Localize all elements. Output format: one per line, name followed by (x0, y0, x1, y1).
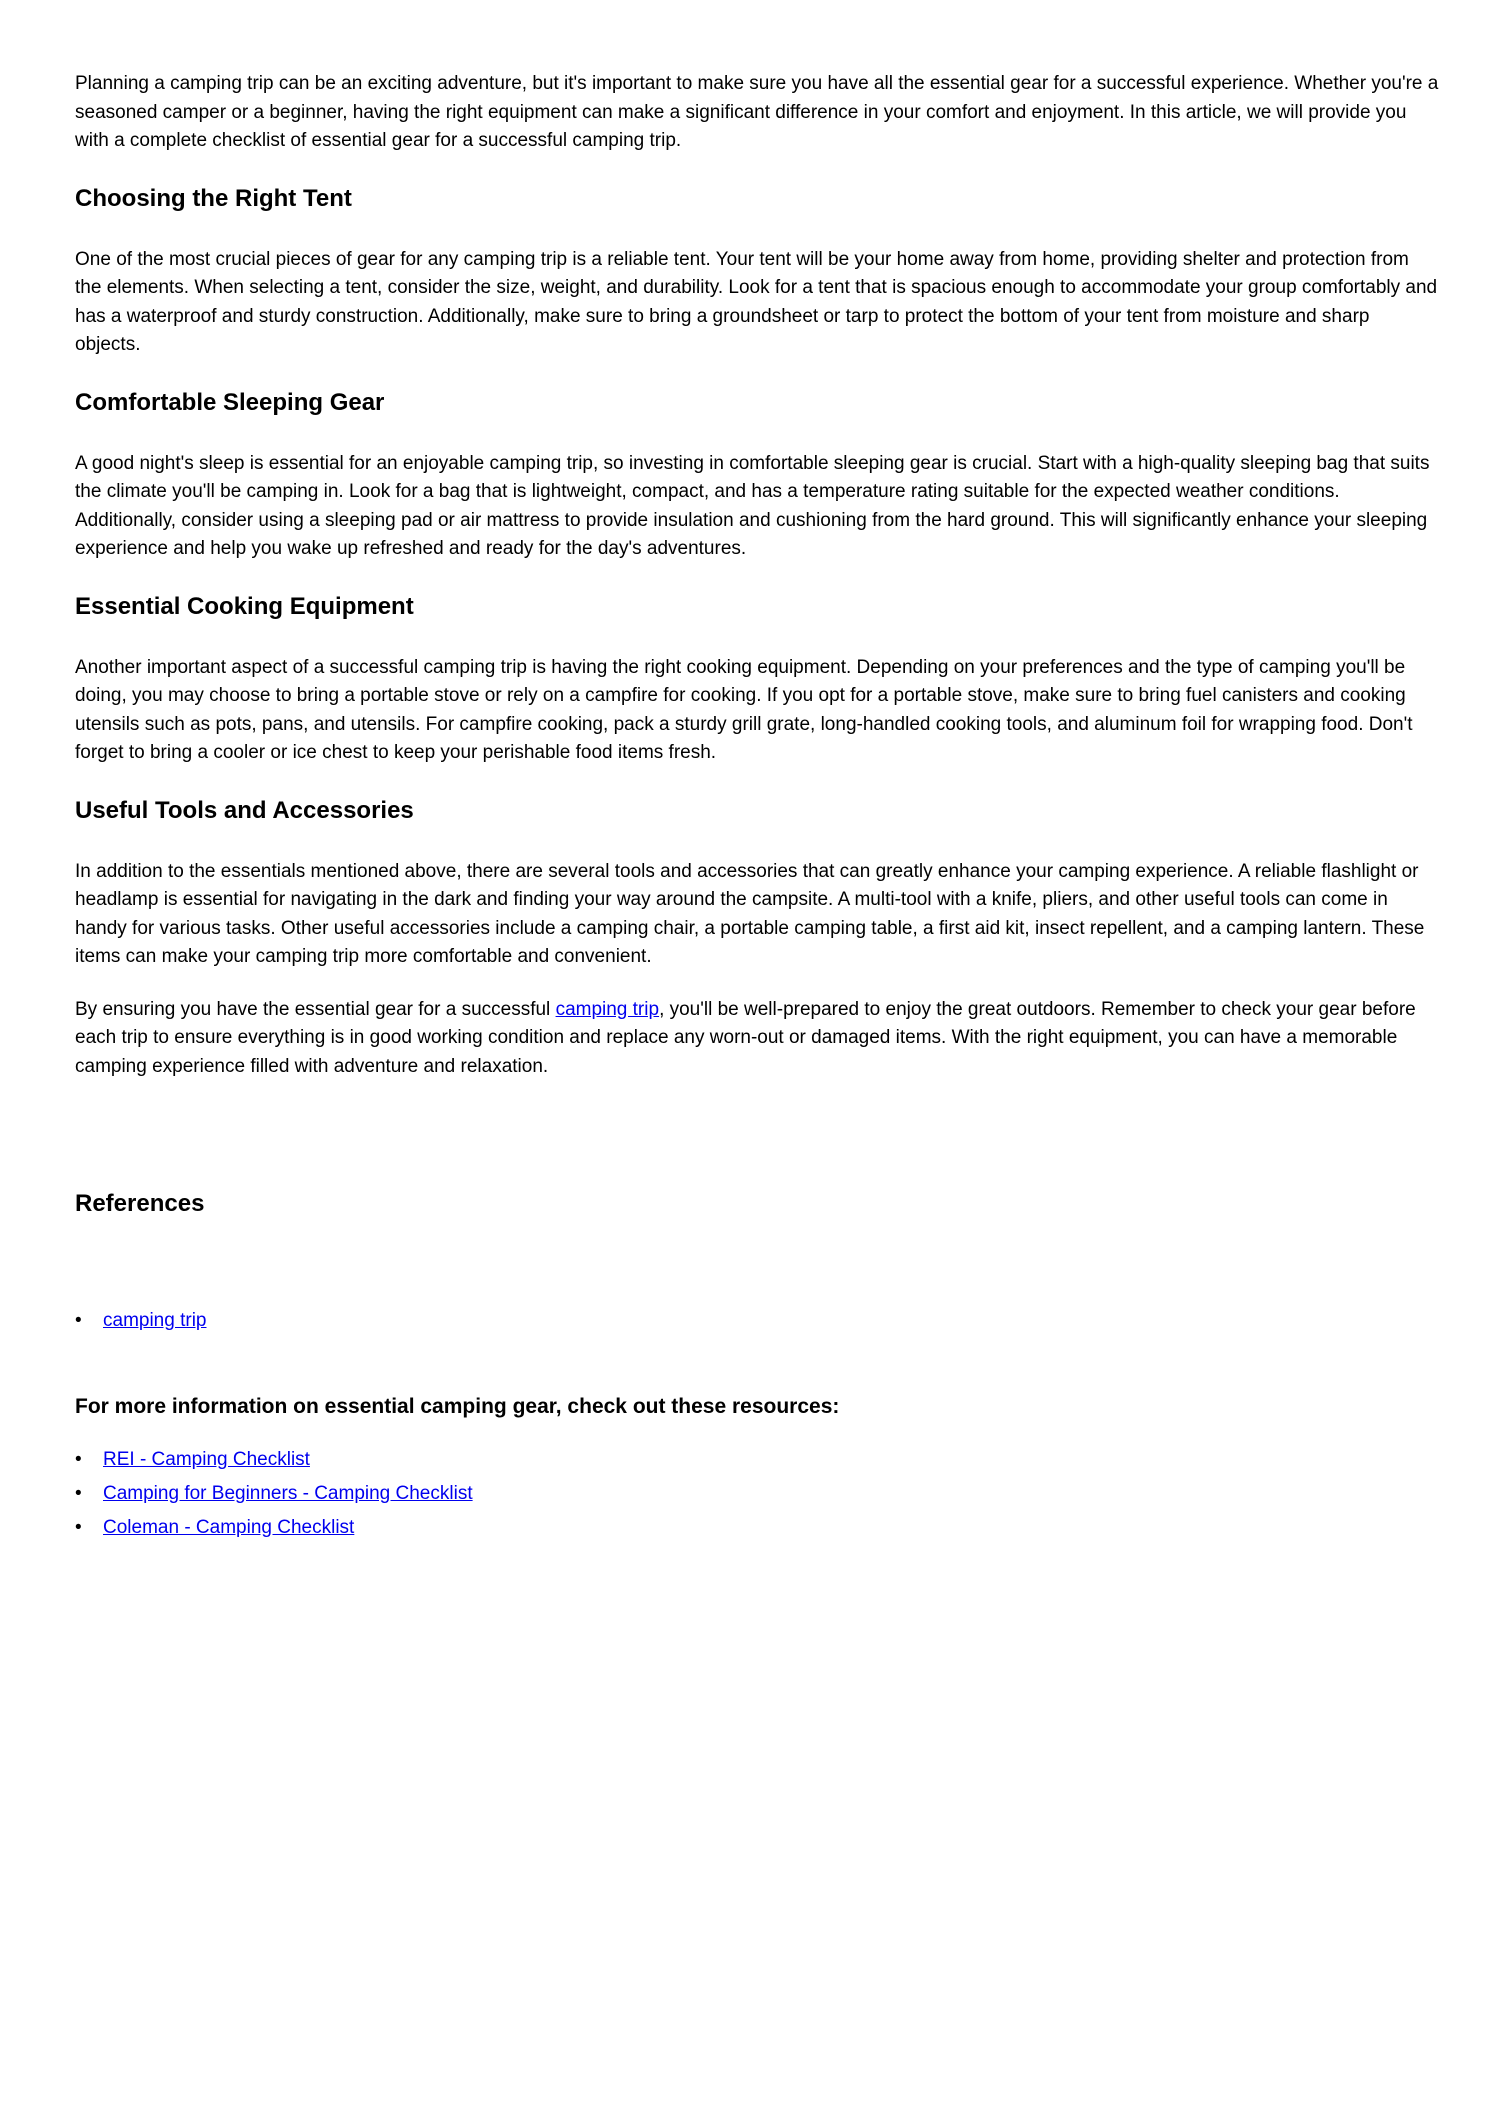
references-list (75, 1304, 1440, 1338)
closing-paragraph (75, 996, 1440, 1082)
bullet-icon: • (75, 1310, 82, 1331)
list-item (75, 1443, 1440, 1477)
list-item (75, 1304, 1440, 1338)
section-body-sleeping-gear: A good night's sleep is essential for an enjoyable camping trip, so investing in comfortable sleeping gear is crucial. Start with a high-quality sleeping bag that suits the climate you'll be camping in. Look for a bag that is lightweight, compact, and has a temperature rating suitable for the expected weather conditions. Additionally, consider using a sleeping pad or air mattress to provide insulation and cushioning from the hard ground. This will significantly enhance your sleeping experience and help you wake up refreshed and ready for the day's adventures. (75, 452, 1430, 559)
resource-link-rei[interactable]: REI - Camping Checklist (103, 1449, 310, 1470)
bullet-icon: • (75, 1517, 82, 1538)
section-heading-sleeping-gear: Comfortable Sleeping Gear (75, 388, 385, 416)
bullet-icon: • (75, 1483, 82, 1504)
section-heading-tent: Choosing the Right Tent (75, 184, 352, 212)
list-item (75, 1477, 1440, 1511)
bullet-icon: • (75, 1449, 82, 1470)
closing-text-before-link: By ensuring you have the essential gear for a successful (75, 998, 556, 1020)
closing-text-after-link: , you'll be well-prepared to enjoy the great outdoors. Remember to check your gear before each trip to ensure everything is in good working condition and replace any worn-out or damaged items. With the right equipment, you can have a memorable camping experience filled with adventure and relaxation. (75, 998, 1416, 1077)
section-body-tools: In addition to the essentials mentioned above, there are several tools and accessories that can greatly enhance your camping experience. A reliable flashlight or headlamp is essential for navigating in the dark and finding your way around the campsite. A multi-tool with a knife, pliers, and other useful tools can come in handy for various tasks. Other useful accessories include a camping chair, a portable camping table, a first aid kit, insect repellent, and a camping lantern. These items can make your camping trip more comfortable and convenient. (75, 860, 1425, 967)
section-heading-cooking: Essential Cooking Equipment (75, 592, 414, 620)
list-item (75, 1511, 1440, 1545)
resource-link-camping-for-beginners[interactable]: Camping for Beginners - Camping Checklist (103, 1483, 473, 1504)
intro-paragraph: Planning a camping trip can be an exciting adventure, but it's important to make sure you have all the essential gear for a successful experience. Whether you're a seasoned camper or a beginner, having the right equipment can make a significant difference in your comfort and enjoyment. In this article, we will provide you with a complete checklist of essential gear for a successful camping trip. (75, 73, 1439, 151)
section-body-tent: One of the most crucial pieces of gear for any camping trip is a reliable tent. Your tent will be your home away from home, providing shelter and protection from the elements. When selecting a tent, consider the size, weight, and durability. Look for a tent that is spacious enough to accommodate your group comfortably and has a waterproof and sturdy construction. Additionally, make sure to bring a groundsheet or tarp to protect the bottom of your tent from moisture and sharp objects. (75, 248, 1438, 355)
resource-link-coleman[interactable]: Coleman - Camping Checklist (103, 1517, 355, 1538)
camping-trip-inline-link[interactable]: camping trip (555, 998, 660, 1020)
resources-list (75, 1443, 1440, 1545)
reference-link-camping-trip[interactable]: camping trip (103, 1310, 207, 1331)
section-heading-tools: Useful Tools and Accessories (75, 796, 414, 824)
section-body-cooking: Another important aspect of a successful camping trip is having the right cooking equipment. Depending on your preferences and the type of camping you'll be doing, you may choose to bring a portable stove or rely on a campfire for cooking. If you opt for a portable stove, make sure to bring fuel canisters and cooking utensils such as pots, pans, and utensils. For campfire cooking, pack a sturdy grill grate, long-handled cooking tools, and aluminum foil for wrapping food. Don't forget to bring a cooler or ice chest to keep your perishable food items fresh. (75, 656, 1413, 763)
references-heading: References (75, 1190, 205, 1217)
more-info-heading: For more information on essential camping gear, check out these resources: (75, 1395, 840, 1418)
